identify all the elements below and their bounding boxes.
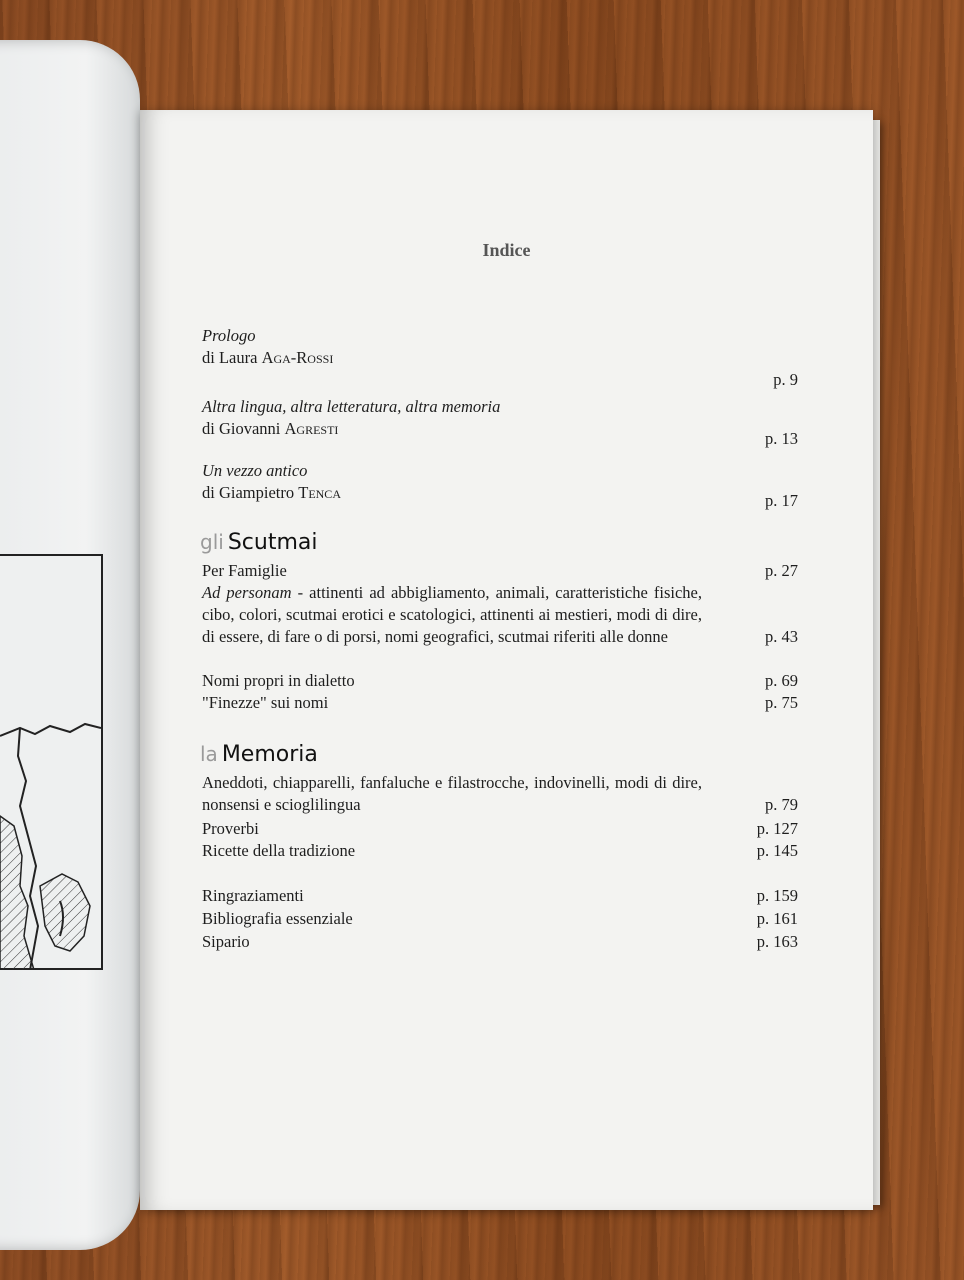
toc-item-ad-personam: Ad personam - attinenti ad abbigliamento, animali, caratteristiche fisiche, cibo, colori, scutmai erotici e scatologici, attinenti ai mestieri, modi di dire, di essere, di fare o di porsi, nomi geografici, scutmai riferiti alle donne p. 43 (202, 583, 798, 646)
entry-title: Prologo (202, 326, 256, 345)
map-illustration (0, 554, 103, 970)
toc-item: "Finezze" sui nomi p. 75 (202, 693, 798, 712)
map-outline-icon (0, 556, 101, 970)
toc-item: Bibliografia essenziale p. 161 (202, 909, 798, 928)
section-heading-memoria: la Memoria (200, 742, 318, 767)
toc-item: Ricette della tradizione p. 145 (202, 841, 798, 860)
toc-item: Ringraziamenti p. 159 (202, 886, 798, 905)
index-page (140, 110, 873, 1210)
toc-item-aneddoti: Aneddoti, chiapparelli, fanfaluche e filastrocche, indovinelli, modi di dire, nonsensi e scioglilingua p. 79 (202, 773, 798, 814)
entry-page: p. 13 (765, 429, 798, 448)
entry-title: Un vezzo antico (202, 461, 308, 480)
entry-page: p. 17 (765, 491, 798, 510)
toc-entry-vezzo-antico (202, 460, 798, 510)
entry-author: di Laura Aga-Rossi (202, 348, 334, 367)
entry-author: di Giampietro Tenca (202, 483, 341, 502)
entry-page: p. 9 (773, 370, 798, 389)
toc-item: Per Famiglie p. 27 (202, 561, 798, 580)
toc-item: Sipario p. 163 (202, 932, 798, 951)
toc-entry-altra-lingua (202, 396, 798, 448)
section-heading-scutmai: gli Scutmai (200, 530, 318, 555)
toc-entry-prologo (202, 325, 798, 389)
page-title: Indice (482, 240, 531, 260)
toc-item: Nomi propri in dialetto p. 69 (202, 671, 798, 690)
entry-author: di Giovanni Agresti (202, 419, 339, 438)
toc-item: Proverbi p. 127 (202, 819, 798, 838)
entry-title: Altra lingua, altra letteratura, altra memoria (202, 397, 501, 416)
